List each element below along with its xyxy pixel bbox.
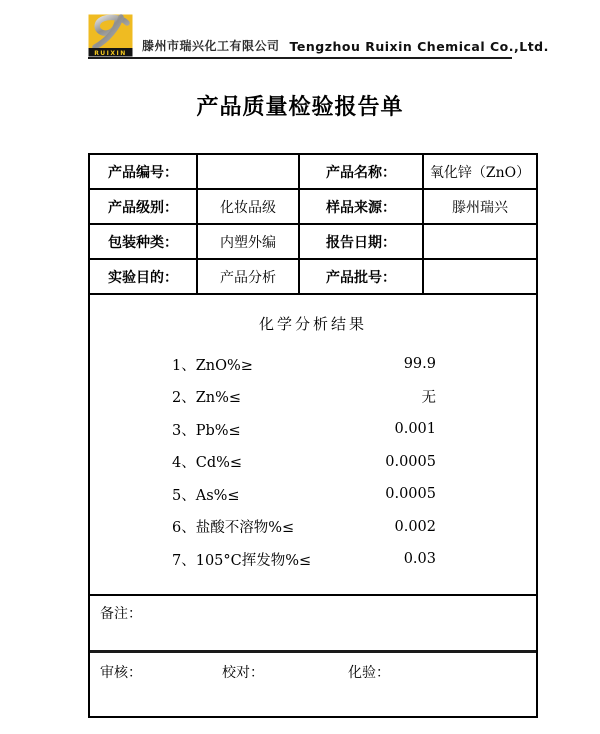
analysis-item-value: 无 [421,390,436,407]
analysis-item-value: 0.001 [394,421,436,438]
ruixin-logo-icon [88,14,133,57]
analysis-item-name: 1、ZnO%≥ [172,357,253,374]
analysis-item-name: 5、As%≤ [172,487,240,504]
analysis-item-value: 0.03 [403,551,436,568]
product-code-value [198,155,300,190]
analysis-item-value: 0.0005 [385,486,436,503]
analysis-item-value: 0.002 [394,518,436,535]
tester-label: 化验： [348,665,390,681]
company-header [88,13,549,59]
company-name-cn: 滕州市瑞兴化工有限公司 [142,39,280,53]
analysis-section [90,295,536,594]
page-title: 产品质量检验报告单 [196,95,404,120]
reviewer-label: 审核： [100,665,142,681]
test-purpose-value: 产品分析 [198,260,300,295]
signature-row [90,650,536,716]
package-type-label: 包装种类： [90,225,198,260]
test-purpose-label: 实验目的： [90,260,198,295]
report-table [88,153,538,718]
product-name-value: 氧化锌（ZnO） [424,155,536,190]
analysis-item [90,413,536,446]
package-type-value: 内塑外编 [198,225,300,260]
analysis-item [90,511,536,544]
product-name-label: 产品名称： [300,155,424,190]
product-grade-value: 化妆品级 [198,190,300,225]
analysis-item-value: 99.9 [403,356,436,373]
sample-source-label: 样品来源： [300,190,424,225]
batch-number-value [424,260,536,295]
analysis-item [90,478,536,511]
analysis-item [90,348,536,381]
product-code-label: 产品编号： [90,155,198,190]
analysis-item-name: 6、盐酸不溶物%≤ [172,520,295,537]
analysis-item-value: 0.0005 [385,453,436,470]
analysis-item [90,381,536,414]
svg-text:RUIXIN: RUIXIN [94,50,127,57]
analysis-item-name: 7、105°C挥发物%≤ [172,552,312,569]
report-date-label: 报告日期： [300,225,424,260]
remarks-row [90,594,536,650]
analysis-section-title: 化学分析结果 [258,315,367,333]
product-grade-label: 产品级别： [90,190,198,225]
analysis-item [90,446,536,479]
company-name-en: Tengzhou Ruixin Chemical Co.,Ltd. [289,39,549,54]
info-grid [90,155,536,295]
analysis-items [90,348,536,576]
proofread-label: 校对： [222,665,264,681]
analysis-item-name: 3、Pb%≤ [172,422,241,439]
remarks-label: 备注： [100,606,142,622]
analysis-item [90,543,536,576]
analysis-item-name: 2、Zn%≤ [172,390,242,407]
report-date-value [424,225,536,260]
sample-source-value: 滕州瑞兴 [424,190,536,225]
batch-number-label: 产品批号： [300,260,424,295]
analysis-item-name: 4、Cd%≤ [172,455,243,472]
